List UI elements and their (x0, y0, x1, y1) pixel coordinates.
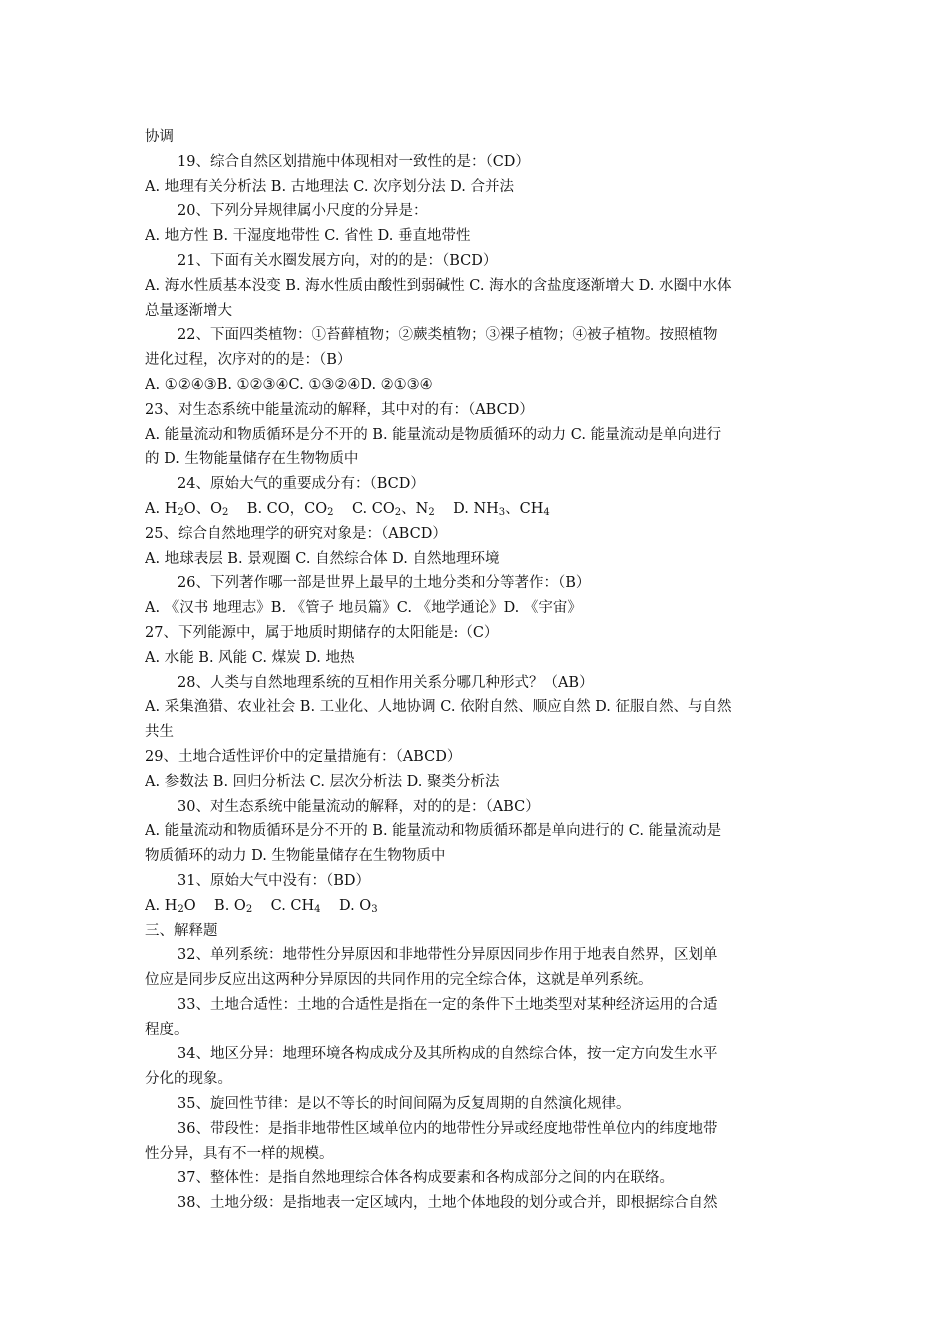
text-line: 33、土地合适性：土地的合适性是指在一定的条件下土地类型对某种经济运用的合适 (177, 996, 718, 1013)
text-line: 21、下面有关水圈发展方向，对的的是：（BCD） (177, 252, 498, 269)
text-line: 24、原始大气的重要成分有：（BCD） (177, 476, 425, 493)
text-line: 的 D. 生物能量储存在生物物质中 (145, 451, 359, 468)
text-line: A. 地球表层 B. 景观圈 C. 自然综合体 D. 自然地理环境 (145, 550, 500, 567)
text-line: A. 能量流动和物质循环是分不开的 B. 能量流动和物质循环都是单向进行的 C. 能量流动是 (145, 823, 722, 840)
text-line: 物质循环的动力 D. 生物能量储存在生物物质中 (145, 848, 446, 865)
text-line: 34、地区分异：地理环境各构成成分及其所构成的自然综合体，按一定方向发生水平 (177, 1046, 718, 1063)
text-line: 19、综合自然区划措施中体现相对一致性的是：（CD） (177, 153, 530, 170)
text-line: 28、人类与自然地理系统的互相作用关系分哪几种形式？（AB） (177, 674, 594, 691)
text-line: 22、下面四类植物：①苔藓植物；②蕨类植物；③裸子植物；④被子植物。按照植物 (177, 327, 718, 344)
text-line: 总量逐渐增大 (145, 302, 232, 319)
text-line: 35、旋回性节律：是以不等长的时间间隔为反复周期的自然演化规律。 (177, 1096, 631, 1113)
text-line: A. 采集渔猎、农业社会 B. 工业化、人地协调 C. 依附自然、顺应自然 D. 征服自然、与自然 (145, 699, 732, 716)
text-line: A. $H_2O$ B. $O_2$ C. $CH_4$ D. $O_3$ (145, 897, 378, 915)
text-line: A. 水能 B. 风能 C. 煤炭 D. 地热 (145, 649, 355, 666)
text-line: A. 能量流动和物质循环是分不开的 B. 能量流动是物质循环的动力 C. 能量流动是单向进行 (145, 426, 722, 443)
text-line: 位应是同步反应出这两种分异原因的共同作用的完全综合体，这就是单列系统。 (145, 972, 653, 989)
text-line: 20、下列分异规律属小尺度的分异是： (177, 203, 428, 220)
text-line: 程度。 (145, 1021, 189, 1038)
text-line: 协调 (145, 129, 174, 145)
text-line: 37、整体性：是指自然地理综合体各构成要素和各构成部分之间的内在联络。 (177, 1170, 674, 1187)
text-line: 性分异，具有不一样的规模。 (145, 1145, 334, 1162)
text-line: 29、土地合适性评价中的定量措施有：（ABCD） (145, 748, 462, 765)
text-line: A. 《汉书 地理志》B. 《管子 地员篇》C. 《地学通论》D. 《宇宙》 (145, 600, 582, 617)
text-line: 31、原始大气中没有：（BD） (177, 872, 370, 889)
text-line: 25、综合自然地理学的研究对象是：（ABCD） (145, 525, 447, 542)
text-line: 32、单列系统：地带性分异原因和非地带性分异原因同步作用于地表自然界，区划单 (177, 947, 718, 964)
text-line: 共生 (145, 724, 174, 741)
text-line: 30、对生态系统中能量流动的解释，对的的是：（ABC） (177, 798, 540, 815)
text-line: A. 地理有关分析法 B. 古地理法 C. 次序划分法 D. 合并法 (145, 178, 515, 195)
text-line: 分化的现象。 (145, 1071, 232, 1088)
text-line: A. $H_2O$、$O_2$ B. CO，$CO_2$ C. $CO_2$、$N_2$ D. $NH_3$、$CH_4$ (145, 500, 550, 518)
text-line: A. ①②④③B. ①②③④C. ①③②④D. ②①③④ (145, 376, 433, 393)
text-line: A. 地方性 B. 干湿度地带性 C. 省性 D. 垂直地带性 (145, 228, 471, 245)
text-line: 36、带段性：是指非地带性区域单位内的地带性分异或经度地带性单位内的纬度地带 (177, 1120, 718, 1137)
text-line: 26、下列著作哪一部是世界上最早的土地分类和分等著作：（B） (177, 575, 591, 592)
document-body (145, 125, 810, 1216)
text-line: A. 参数法 B. 回归分析法 C. 层次分析法 D. 聚类分析法 (145, 773, 500, 790)
text-line: 27、下列能源中，属于地质时期储存的太阳能是:（C） (145, 624, 499, 641)
text-line: 三、解释题 (145, 922, 218, 939)
text-line: 38、土地分级：是指地表一定区域内，土地个体地段的划分或合并，即根据综合自然 (177, 1195, 718, 1212)
text-line: A. 海水性质基本没变 B. 海水性质由酸性到弱碱性 C. 海水的含盐度逐渐增大 D. 水圈中水体 (145, 277, 732, 294)
text-line: 进化过程，次序对的的是：（B） (145, 352, 352, 369)
text-line: 23、对生态系统中能量流动的解释，其中对的有：（ABCD） (145, 401, 534, 418)
